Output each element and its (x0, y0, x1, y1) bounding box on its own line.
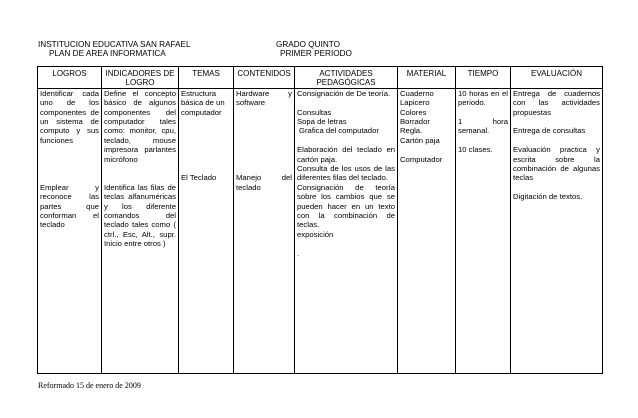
evaluacion-item: Entrega de consultas (513, 126, 586, 136)
material-item: Borrador (400, 117, 430, 127)
contenidos-cell (234, 88, 295, 373)
col-header-indicadores: INDICADORES DE LOGRO (102, 67, 179, 89)
school-name: INSTITUCION EDUCATIVA SAN RAFAEL (38, 40, 191, 49)
material-cell (398, 88, 456, 373)
actividad-item: Elaboración del teclado en cartón paja. (297, 145, 395, 164)
col-header-evaluacion: EVALUACIÓN (511, 67, 603, 89)
actividad-item: Sopa de letras (297, 117, 347, 127)
contenido-item: Manejo del teclado (236, 173, 292, 192)
indicador-item: Identifica las filas de teclas alfanuméricas y los diferente comandos del teclado tales como ( ctrl., Esc, Alt., supr. Inicio entre otros ) (104, 182, 176, 249)
col-header-logros: LOGROS (38, 67, 102, 89)
period-label: PRIMER PERIODO (280, 49, 352, 58)
temas-cell (179, 88, 234, 373)
plan-title: PLAN DE AREA INFORMATICA (49, 49, 166, 58)
footer-note: Reformado 15 de enero de 2009 (38, 381, 141, 390)
actividad-item: exposición (297, 229, 334, 239)
actividad-item: Consignación de teoría sobre los cambios que se pueden hacer en un texto con la combinación de teclas. (297, 182, 395, 230)
col-header-material: MATERIAL (398, 67, 456, 89)
evaluacion-item: Digitación de textos. (513, 192, 583, 202)
contenido-item: Hardware y software (236, 88, 292, 108)
material-item: Lapicero (400, 98, 430, 108)
material-item: Computador (400, 154, 443, 164)
material-item: Cartón paja (400, 135, 440, 145)
table-header-row (38, 67, 603, 89)
material-item: Regla. (400, 126, 423, 136)
logros-cell (38, 88, 102, 373)
evaluacion-item: Entrega de cuadernos con las actividades propuestas (513, 88, 600, 117)
table-row (38, 88, 603, 373)
indicador-item: Define el concepto básico de algunos componentes del computador tales como: monitor, cpu, teclado, mouse impresora parlantes micrófono (104, 88, 176, 164)
tema-item: El Teclado (181, 173, 217, 183)
tiempo-item: 10 horas en el periodo. (458, 88, 508, 108)
actividades-cell (295, 88, 398, 373)
tema-item: Estructura básica de un computador (181, 88, 225, 117)
evaluacion-cell (511, 88, 603, 373)
logro-item: Emplear y reconoce las partes que conforman el teclado (40, 182, 99, 230)
grade-label: GRADO QUINTO (276, 40, 340, 49)
actividad-item: Grafica del computador (299, 126, 379, 136)
material-item: Cuaderno (400, 88, 434, 98)
col-header-actividades: ACTIVIDADES PEDAGÓGICAS (295, 67, 398, 89)
evaluacion-item: Evaluación practica y escrita sobre la combinación de algunas teclas (513, 145, 600, 183)
actividad-item: Consignación de De teoría. (297, 88, 391, 98)
col-header-temas: TEMAS (179, 67, 234, 89)
material-item: Colores (400, 107, 427, 117)
tiempo-item: 1 hora semanal. (458, 117, 508, 136)
actividad-item: Consulta de los usos de las diferentes filas del teclado. (297, 164, 395, 183)
col-header-contenidos: CONTENIDOS (234, 67, 295, 89)
indicadores-cell (102, 88, 179, 373)
logro-item: Identificar cada uno de los componentes de un sistema de computo y sus funciones (40, 88, 99, 145)
actividad-item: Consultas (297, 107, 332, 117)
tiempo-item: 10 clases. (458, 145, 493, 155)
curriculum-table (37, 66, 603, 374)
actividad-item: . (297, 248, 300, 258)
tiempo-cell (456, 88, 511, 373)
col-header-tiempo: TIEMPO (456, 67, 511, 89)
